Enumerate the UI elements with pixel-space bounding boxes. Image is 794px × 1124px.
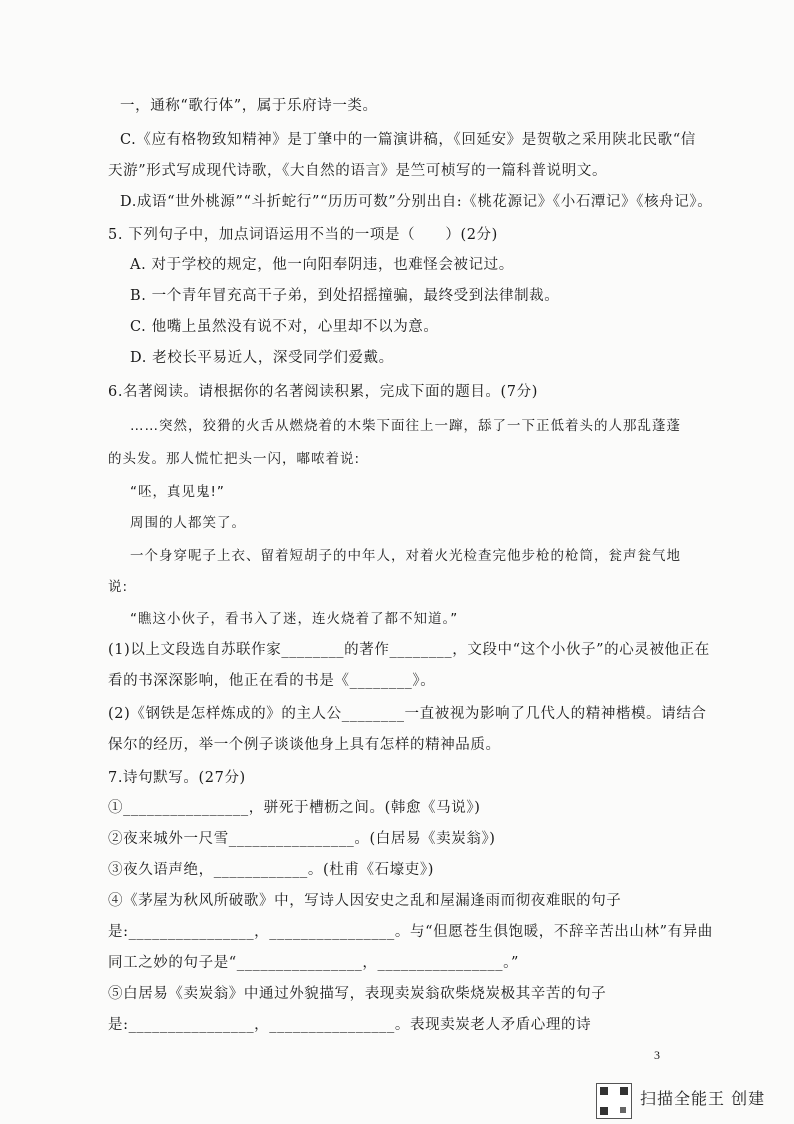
excerpt-line: “瞧这小伙子，看书入了迷，连火烧着了都不知道。”: [130, 611, 459, 627]
question-7-title: 7.诗句默写。(27分): [108, 770, 246, 786]
option-a: A. 对于学校的规定，他一向阳奉阴违，也难怪会被记过。: [130, 257, 514, 273]
excerpt-line: 一个身穿呢子上衣、留着短胡子的中年人，对着火光检查完他步枪的枪筒，瓮声瓮气地: [130, 548, 681, 564]
watermark-text: 扫描全能王 创建: [640, 1089, 766, 1108]
question-6-1-cont: 看的书深深影响，他正在看的书是《________》。: [108, 673, 436, 689]
scanner-watermark: [596, 1080, 794, 1124]
option-d: D. 老校长平易近人，深受同学们爱戴。: [130, 350, 394, 366]
question-6-2-cont: 保尔的经历，举一个例子谈谈他身上具有怎样的精神品质。: [108, 737, 501, 753]
excerpt-line: “呸，真见鬼!”: [130, 484, 225, 500]
excerpt-line: 周围的人都笑了。: [130, 515, 246, 531]
option-b: B. 一个青年冒充高干子弟，到处招摇撞骗，最终受到法律制裁。: [130, 288, 560, 304]
text-line: D.成语“世外桃源”“斗折蛇行”“历历可数”分别出自:《桃花源记》《小石潭记》《核舟记》。: [120, 194, 713, 210]
option-c: C. 他嘴上虽然没有说不对，心里却不以为意。: [130, 319, 439, 335]
question-6-2: (2)《钢铁是怎样炼成的》的主人公________一直被视为影响了几代人的精神楷模。请结合: [108, 706, 707, 722]
poem-item-1: ①________________，骈死于槽枥之间。(韩愈《马说》): [108, 800, 481, 816]
poem-item-4-cont: 是:________________，________________。与“但愿苍生俱饱暖，不辞辛苦出山林”有异曲: [108, 924, 713, 940]
text-line: C.《应有格物致知精神》是丁肇中的一篇演讲稿，《回延安》是贺敬之采用陕北民歌“信: [120, 132, 696, 148]
poem-item-5-cont: 是:________________，________________。表现卖炭老人矛盾心理的诗: [108, 1017, 592, 1033]
excerpt-line: ……突然，狡猾的火舌从燃烧着的木柴下面往上一蹿，舔了一下正低着头的人那乱蓬蓬: [130, 418, 681, 434]
poem-item-3: ③夜久语声绝，____________。(杜甫《石壕吏》): [108, 862, 434, 878]
question-6-title: 6.名著阅读。请根据你的名著阅读积累，完成下面的题目。(7分): [108, 384, 538, 400]
poem-item-4: ④《茅屋为秋风所破歌》中，写诗人因安史之乱和屋漏逢雨而彻夜难眠的句子: [108, 893, 622, 909]
text-line: 一，通称“歌行体”，属于乐府诗一类。: [120, 98, 378, 114]
excerpt-line: 说:: [108, 579, 129, 595]
poem-item-2: ②夜来城外一尺雪________________。(白居易《卖炭翁》): [108, 831, 496, 847]
poem-item-4-cont: 同工之妙的句子是“________________，________________。”: [108, 955, 519, 971]
question-5-title: 5. 下列句子中，加点词语运用不当的一项是（ ）(2分): [108, 227, 498, 243]
qr-code-icon: [596, 1083, 632, 1119]
excerpt-line: 的头发。那人慌忙把头一闪，嘟哝着说:: [108, 451, 361, 467]
text-line: 天游”形式写成现代诗歌，《大自然的语言》是竺可桢写的一篇科普说明文。: [108, 163, 608, 179]
poem-item-5: ⑤白居易《卖炭翁》中通过外貌描写，表现卖炭翁砍柴烧炭极其辛苦的句子: [108, 986, 607, 1002]
page-number: 3: [654, 1048, 660, 1062]
question-6-1: (1)以上文段选自苏联作家________的著作________，文段中“这个小伙子”的心灵被他正在: [108, 642, 710, 658]
